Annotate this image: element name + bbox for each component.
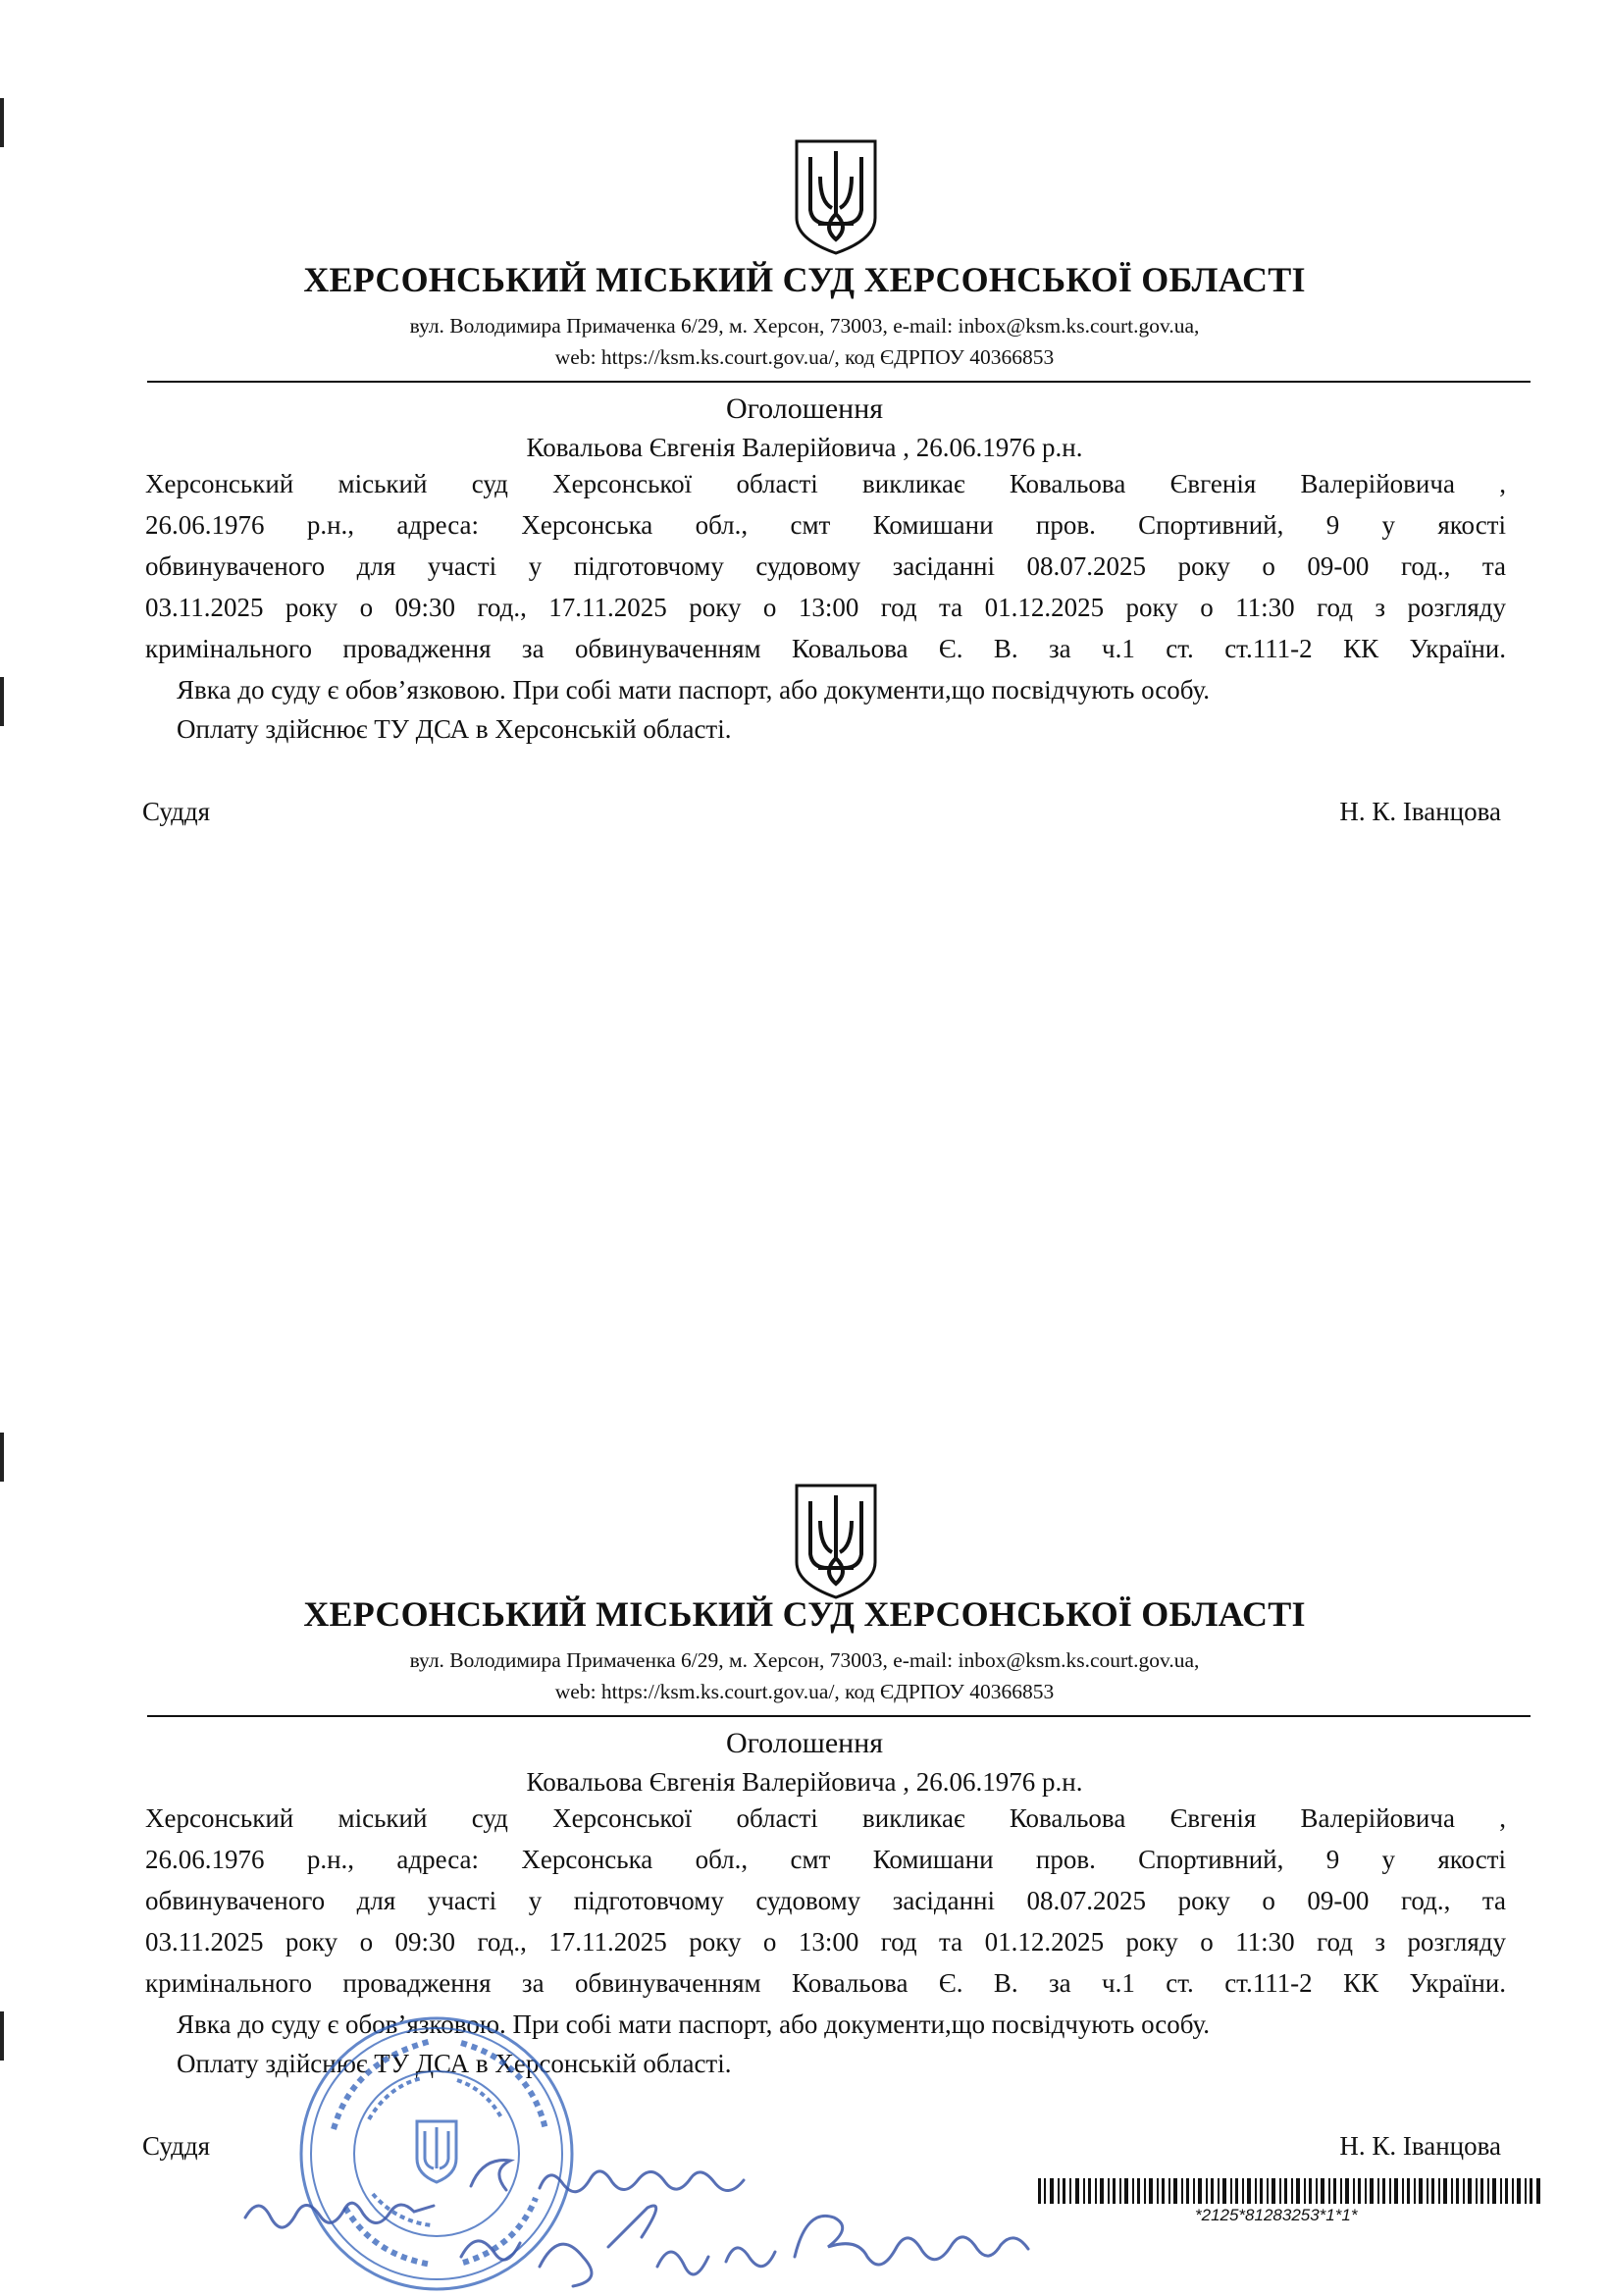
header-divider xyxy=(147,381,1531,383)
notice-subject: Ковальова Євгенія Валерійовича , 26.06.1976 р.н. xyxy=(526,1767,1083,1797)
notice-subject: Ковальова Євгенія Валерійовича , 26.06.1976 р.н. xyxy=(526,433,1083,462)
body-line: обвинуваченого для участі у підготовчому судовому засіданні 08.07.2025 року о 09-00 год., та xyxy=(145,1886,1506,1915)
payment-notice: Оплату здійснює ТУ ДСА в Херсонській області. xyxy=(177,714,732,744)
court-web-line: web: https://ksm.ks.court.gov.ua/, код ЄДРПОУ 40366853 xyxy=(554,345,1055,369)
header-divider xyxy=(147,1715,1531,1717)
notice-heading: Оголошення xyxy=(725,392,884,425)
document-barcode xyxy=(1038,2178,1540,2204)
signature-label: Суддя xyxy=(142,2131,211,2161)
body-line: обвинуваченого для участі у підготовчому судовому засіданні 08.07.2025 року о 09-00 год., та xyxy=(145,551,1506,581)
trident-emblem-icon xyxy=(793,1482,879,1601)
body-line: кримінального провадження за обвинуваченням Ковальова Є. В. за ч.1 ст. ст.111-2 КК України. xyxy=(145,1968,1506,1998)
notice-heading: Оголошення xyxy=(725,1727,884,1759)
scan-edge-mark xyxy=(0,677,4,726)
body-line: 26.06.1976 р.н., адреса: Херсонська обл., смт Комишани пров. Спортивний, 9 у якості xyxy=(145,1845,1506,1874)
body-line: 03.11.2025 року о 09:30 год., 17.11.2025 року о 13:00 год та 01.12.2025 року о 11:30 год з розгляду xyxy=(145,593,1506,622)
court-web-line: web: https://ksm.ks.court.gov.ua/, код ЄДРПОУ 40366853 xyxy=(554,1680,1055,1703)
trident-emblem-icon xyxy=(793,137,879,257)
body-line: Херсонський міський суд Херсонської області викликає Ковальова Євгенія Валерійовича , xyxy=(145,469,1506,498)
court-address-line: вул. Володимира Примаченка 6/29, м. Херсон, 73003, e-mail: inbox@ksm.ks.court.gov.ua, xyxy=(409,314,1200,338)
court-title: ХЕРСОНСЬКИЙ МІСЬКИЙ СУД ХЕРСОНСЬКОЇ ОБЛАСТІ xyxy=(303,1594,1306,1634)
judge-name: Н. К. Іванцова xyxy=(1339,797,1501,826)
signature-label: Суддя xyxy=(142,797,211,826)
payment-notice: Оплату здійснює ТУ ДСА в Херсонській області. xyxy=(177,2049,732,2078)
body-line: кримінального провадження за обвинуваченням Ковальова Є. В. за ч.1 ст. ст.111-2 КК України. xyxy=(145,634,1506,663)
attendance-notice: Явка до суду є обов’язковою. При собі мати паспорт, або документи,що посвідчують особу. xyxy=(177,675,1211,704)
court-title: ХЕРСОНСЬКИЙ МІСЬКИЙ СУД ХЕРСОНСЬКОЇ ОБЛАСТІ xyxy=(303,260,1306,299)
judge-name: Н. К. Іванцова xyxy=(1339,2131,1501,2161)
court-address-line: вул. Володимира Примаченка 6/29, м. Херсон, 73003, e-mail: inbox@ksm.ks.court.gov.ua, xyxy=(409,1648,1200,1672)
scan-edge-mark xyxy=(0,2011,4,2061)
scan-edge-mark xyxy=(0,1433,4,1482)
body-line: 03.11.2025 року о 09:30 год., 17.11.2025 року о 13:00 год та 01.12.2025 року о 11:30 год з розгляду xyxy=(145,1927,1506,1957)
handwritten-certification-signature xyxy=(226,2149,1168,2296)
attendance-notice: Явка до суду є обов’язковою. При собі мати паспорт, або документи,що посвідчують особу. xyxy=(177,2009,1211,2039)
barcode-number: *2125*81283253*1*1* xyxy=(1195,2206,1358,2224)
scan-edge-mark xyxy=(0,98,4,147)
body-line: Херсонський міський суд Херсонської області викликає Ковальова Євгенія Валерійовича , xyxy=(145,1803,1506,1833)
body-line: 26.06.1976 р.н., адреса: Херсонська обл., смт Комишани пров. Спортивний, 9 у якості xyxy=(145,510,1506,540)
